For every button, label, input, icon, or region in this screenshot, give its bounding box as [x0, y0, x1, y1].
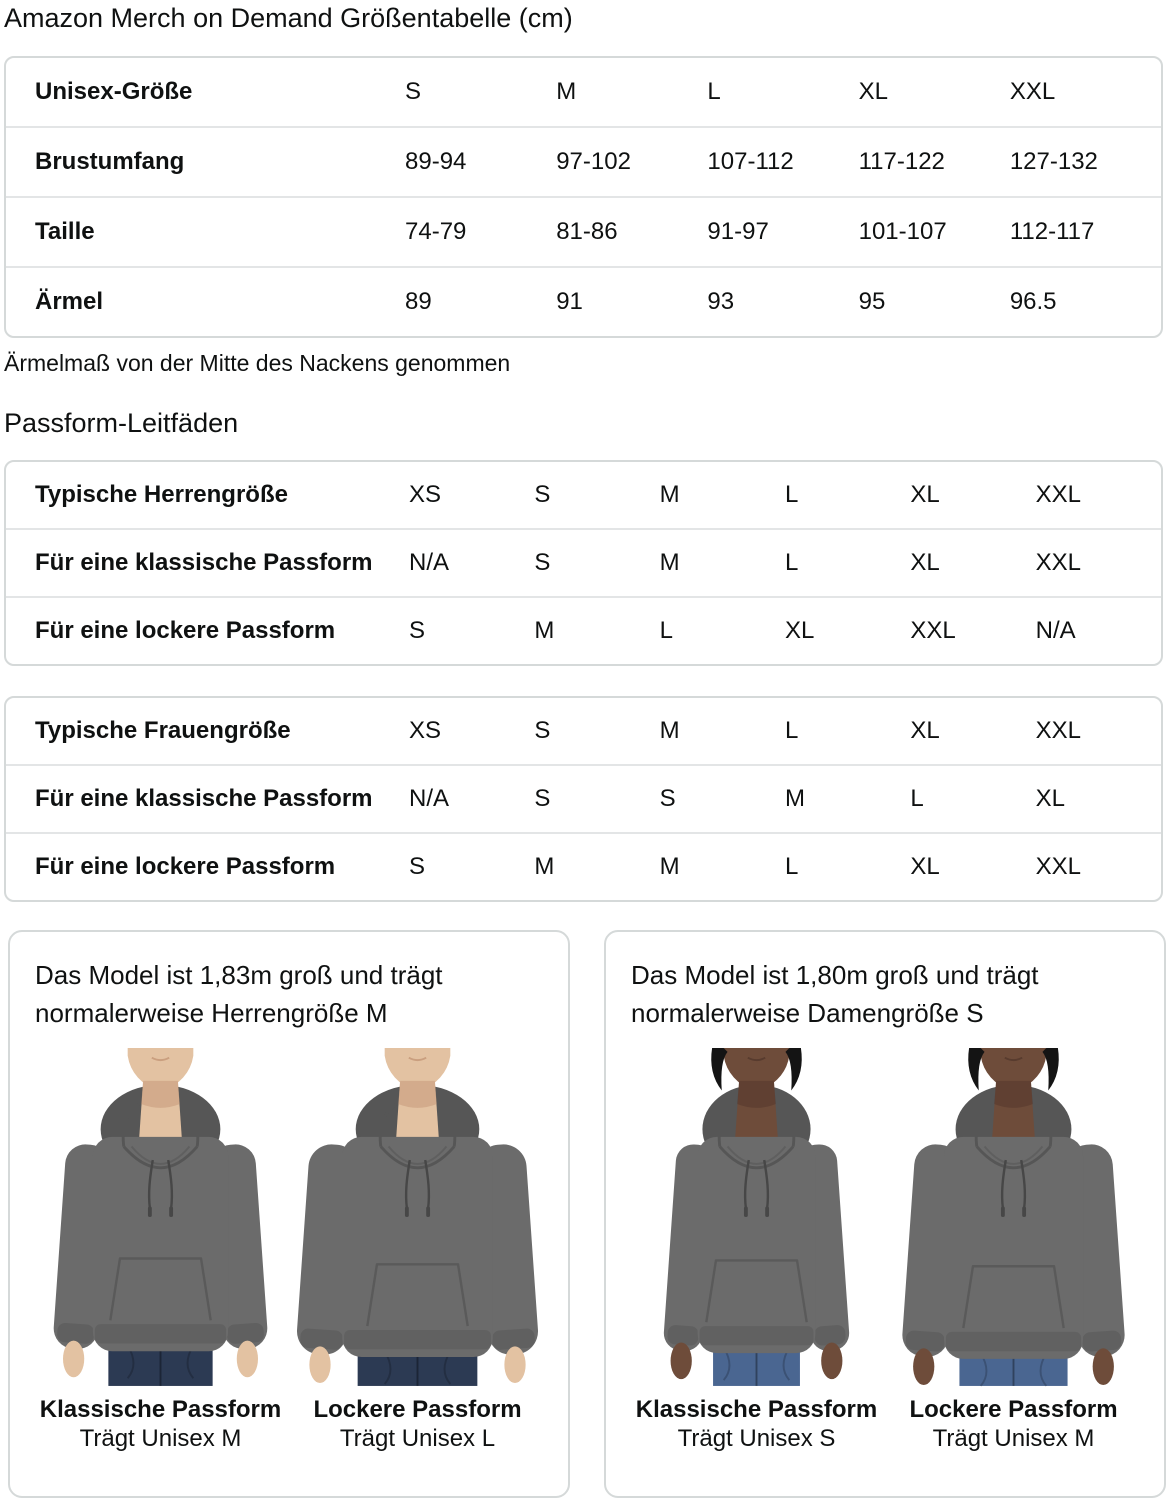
table-cell: XXL — [1035, 548, 1082, 576]
table-cell: M — [784, 784, 805, 812]
table-cell: 89 — [405, 288, 432, 316]
fit-size-caption: Trägt Unisex S — [677, 1424, 836, 1452]
fit-caption: Lockere Passform — [313, 1395, 522, 1423]
model-description — [631, 956, 1139, 1032]
table-cell: XL — [858, 78, 888, 106]
fit-size-caption: Trägt Unisex L — [339, 1424, 496, 1452]
model-cards — [8, 930, 1159, 1498]
table-cell: XL — [910, 852, 940, 880]
row-label: Ärmel — [35, 288, 104, 316]
row-label: Für eine klassische Passform — [35, 548, 373, 576]
table-cell: 96.5 — [1009, 288, 1057, 316]
table-cell: S — [534, 480, 551, 508]
row-label: Für eine lockere Passform — [35, 852, 336, 880]
model-description-line: normalerweise Herrengröße M — [35, 997, 388, 1028]
table-cell: L — [784, 480, 799, 508]
table-cell: N/A — [409, 548, 450, 576]
table-cell: L — [784, 548, 799, 576]
model-description-line: normalerweise Damengröße S — [631, 997, 984, 1028]
row-label: Taille — [35, 218, 95, 246]
table-cell: M — [659, 548, 680, 576]
model-photo-female-loose-fit — [888, 1044, 1139, 1390]
row-label: Brustumfang — [35, 148, 185, 176]
table-row — [6, 126, 1161, 196]
fit-caption: Klassische Passform — [39, 1395, 282, 1423]
table-cell: XXL — [1009, 78, 1056, 106]
page-title: Amazon Merch on Demand Größentabelle (cm) — [4, 3, 573, 33]
table-cell: XS — [409, 480, 442, 508]
table-cell: 91-97 — [707, 218, 769, 246]
table-cell: L — [707, 78, 721, 106]
table-cell: L — [784, 852, 799, 880]
model-figure — [631, 1044, 882, 1454]
table-cell: S — [405, 78, 422, 106]
table-cell: 97-102 — [556, 148, 631, 176]
table-cell: S — [534, 716, 551, 744]
table-cell: M — [534, 616, 555, 644]
womens-model-card — [604, 930, 1166, 1498]
table-cell: S — [409, 852, 426, 880]
table-cell: 107-112 — [707, 148, 794, 176]
fit-size-caption: Trägt Unisex M — [79, 1424, 242, 1452]
table-row — [6, 58, 1161, 126]
table-cell: XL — [910, 548, 940, 576]
womens-fit-table — [4, 696, 1163, 902]
row-label: Typische Herrengröße — [35, 480, 288, 508]
table-row — [6, 698, 1161, 764]
model-figure — [888, 1044, 1139, 1454]
row-label: Typische Frauengröße — [35, 716, 291, 744]
table-cell: S — [534, 784, 551, 812]
table-cell: XS — [409, 716, 442, 744]
table-cell: 91 — [556, 288, 583, 316]
mens-fit-table — [4, 460, 1163, 666]
model-description-line: Das Model ist 1,80m groß und trägt — [631, 959, 1039, 990]
fit-caption: Klassische Passform — [635, 1395, 878, 1423]
model-figure — [292, 1044, 543, 1454]
table-row — [6, 596, 1161, 664]
table-cell: XXL — [1035, 716, 1082, 744]
row-label: Für eine klassische Passform — [35, 784, 373, 812]
table-cell: XXL — [1035, 480, 1082, 508]
table-cell: L — [784, 716, 799, 744]
table-cell: 101-107 — [858, 218, 947, 246]
table-cell: S — [534, 548, 551, 576]
table-cell: 89-94 — [405, 148, 467, 176]
model-photo-male-loose-fit — [292, 1044, 543, 1390]
model-description-line: Das Model ist 1,83m groß und trägt — [35, 959, 443, 990]
table-cell: XL — [784, 616, 815, 644]
table-cell: S — [659, 784, 676, 812]
table-cell: 127-132 — [1009, 148, 1098, 176]
fit-caption: Lockere Passform — [909, 1395, 1118, 1423]
model-figures — [631, 1044, 1139, 1454]
table-cell: M — [556, 78, 577, 106]
sleeve-measure-note: Ärmelmaß von der Mitte des Nackens genommen — [4, 350, 511, 377]
table-cell: 74-79 — [405, 218, 467, 246]
table-cell: XL — [1035, 784, 1065, 812]
table-cell: N/A — [409, 784, 450, 812]
table-cell: 95 — [858, 288, 886, 316]
table-cell: XL — [910, 716, 940, 744]
table-cell: 81-86 — [556, 218, 618, 246]
model-figures — [35, 1044, 543, 1454]
table-cell: XXL — [1035, 852, 1082, 880]
table-cell: S — [409, 616, 426, 644]
table-row — [6, 832, 1161, 900]
unisex-size-table — [4, 56, 1163, 338]
table-cell: M — [659, 480, 680, 508]
model-photo-male-classic-fit — [35, 1044, 286, 1390]
row-label: Für eine lockere Passform — [35, 616, 336, 644]
model-figure — [35, 1044, 286, 1454]
row-label: Unisex-Größe — [35, 78, 193, 106]
model-photo-female-classic-fit — [631, 1044, 882, 1390]
table-cell: 117-122 — [858, 148, 945, 176]
table-cell: M — [659, 852, 680, 880]
table-cell: L — [910, 784, 924, 812]
table-row — [6, 462, 1161, 528]
table-cell: M — [659, 716, 680, 744]
table-cell: M — [534, 852, 555, 880]
table-cell: L — [659, 616, 674, 644]
table-cell: XXL — [910, 616, 956, 644]
table-row — [6, 528, 1161, 596]
table-cell: N/A — [1035, 616, 1076, 644]
model-description — [35, 956, 543, 1032]
table-cell: XL — [910, 480, 940, 508]
table-cell: 93 — [707, 288, 735, 316]
mens-model-card — [8, 930, 570, 1498]
table-row — [6, 266, 1161, 336]
table-cell: 112-117 — [1009, 218, 1095, 246]
fit-guides-heading: Passform-Leitfäden — [4, 408, 239, 439]
fit-size-caption: Trägt Unisex M — [932, 1424, 1095, 1452]
table-row — [6, 196, 1161, 266]
table-row — [6, 764, 1161, 832]
